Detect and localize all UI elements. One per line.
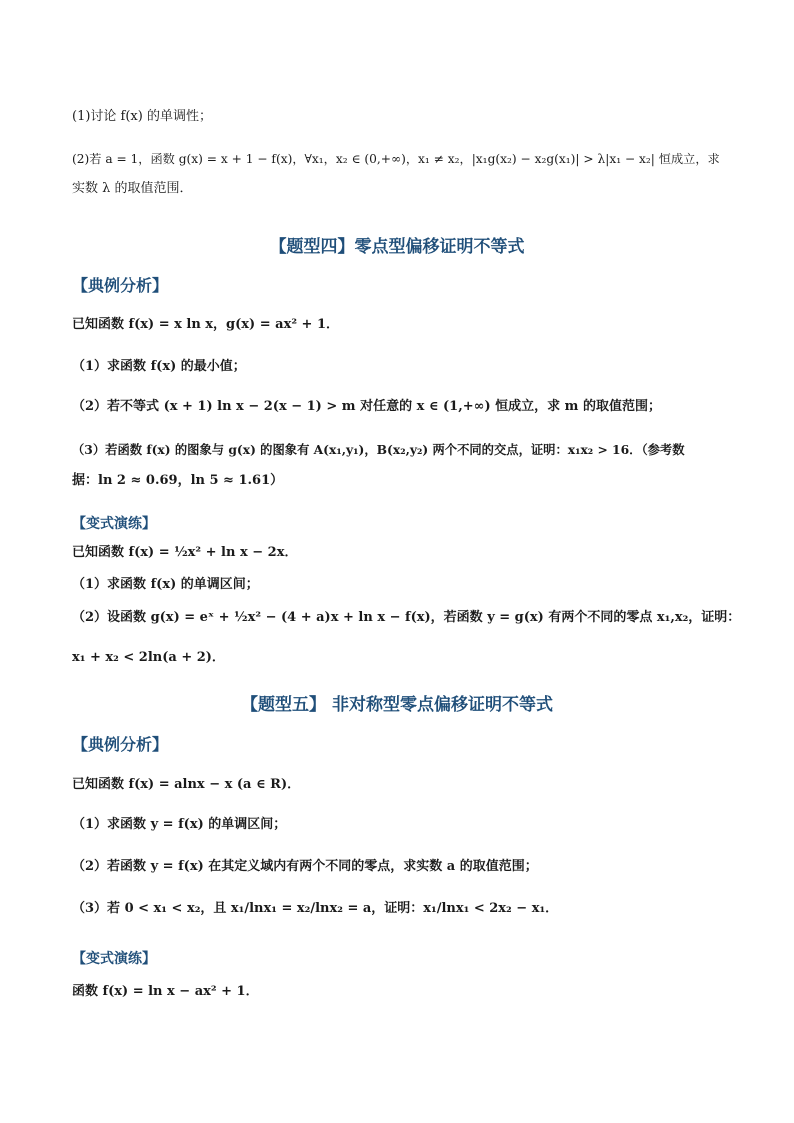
section4-practice-q1: （1）求函数 f(x) 的单调区间； xyxy=(72,577,259,592)
section4-practice-given: 已知函数 f(x) = ½x² + ln x − 2x． xyxy=(72,545,298,560)
section5-q3: （3）若 0 < x₁ < x₂，且 x₁/lnx₁ = x₂/lnx₂ = a，证明：x₁/lnx₁ < 2x₂ − x₁． xyxy=(72,901,559,916)
section4-q3-line2: 据：ln 2 ≈ 0.69，ln 5 ≈ 1.61） xyxy=(72,473,284,488)
section4-q1: （1）求函数 f(x) 的最小值； xyxy=(72,359,246,374)
section4-q3-line1: （3）若函数 f(x) 的图象与 g(x) 的图象有 A(x₁,y₁)，B(x₂,y₂) 两个不同的交点，证明：x₁x₂ > 16．（参考数 xyxy=(72,442,685,457)
section5-title: 【题型五】 非对称型零点偏移证明不等式 xyxy=(241,695,553,715)
section5-example-head: 【典例分析】 xyxy=(72,735,169,754)
section4-practice-head: 【变式演练】 xyxy=(72,516,156,532)
section4-practice-q2-line2: x₁ + x₂ < 2ln(a + 2)． xyxy=(72,650,225,665)
section4-title: 【题型四】零点型偏移证明不等式 xyxy=(269,237,525,257)
top-q1: (1)讨论 f(x) 的单调性； xyxy=(72,109,212,124)
top-q2-line2: 实数 λ 的取值范围． xyxy=(72,181,193,196)
section4-given: 已知函数 f(x) = x ln x，g(x) = ax² + 1． xyxy=(72,317,340,332)
section5-q2: （2）若函数 y = f(x) 在其定义域内有两个不同的零点，求实数 a 的取值范围； xyxy=(72,859,538,874)
section5-practice-head: 【变式演练】 xyxy=(72,951,156,967)
section5-q1: （1）求函数 y = f(x) 的单调区间； xyxy=(72,817,287,832)
section5-practice-given: 函数 f(x) = ln x − ax² + 1． xyxy=(72,984,259,999)
top-q2-line1: (2)若 a = 1，函数 g(x) = x + 1 − f(x)，∀x₁，x₂ ∈ (0,+∞)，x₁ ≠ x₂，|x₁g(x₂) − x₂g(x₁)| > λ|x₁ − x₂| 恒成立，求 xyxy=(72,152,720,166)
section4-example-head: 【典例分析】 xyxy=(72,276,169,295)
section4-q2: （2）若不等式 (x + 1) ln x − 2(x − 1) > m 对任意的 x ∈ (1,+∞) 恒成立，求 m 的取值范围； xyxy=(72,399,661,414)
section4-practice-q2-line1: （2）设函数 g(x) = eˣ + ½x² − (4 + a)x + ln x − f(x)，若函数 y = g(x) 有两个不同的零点 x₁,x₂，证明： xyxy=(72,610,741,625)
section5-given: 已知函数 f(x) = alnx − x (a ∈ R)． xyxy=(72,777,301,792)
